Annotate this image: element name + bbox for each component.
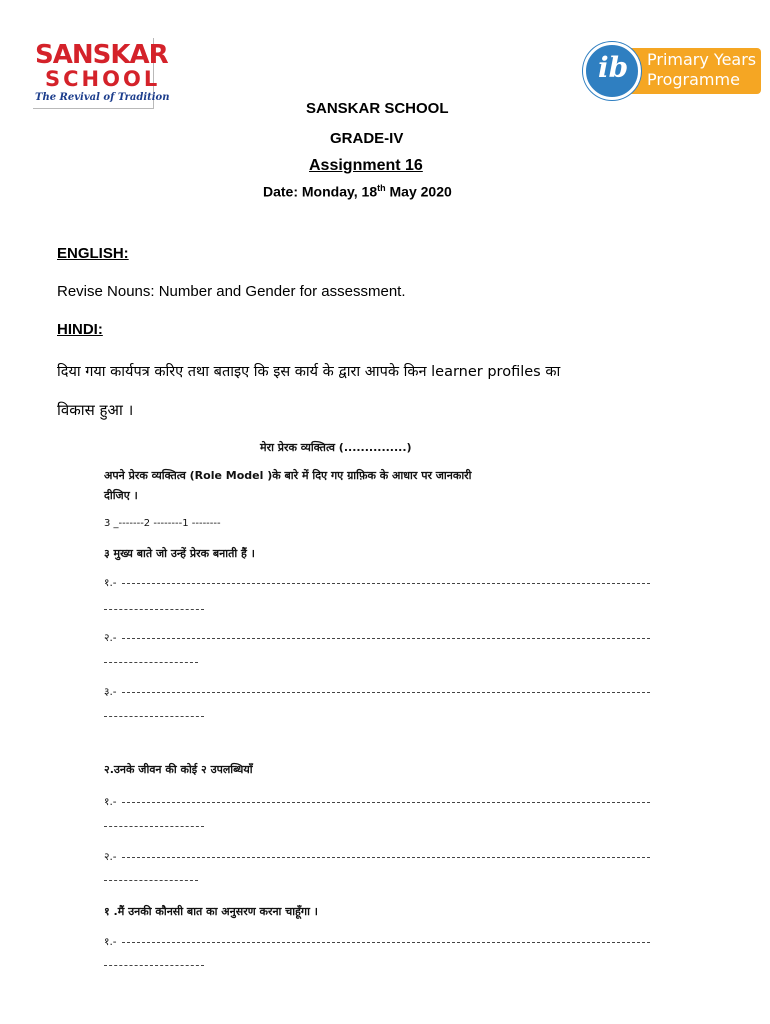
grade: GRADE-IV	[330, 130, 404, 147]
worksheet-intro-1: अपने प्रेरक व्यक्तित्व (Role Model )के बारे में दिए गए ग्राफ़िक के आधार पर जानकारी	[104, 469, 472, 482]
school-name: SANSKAR SCHOOL	[306, 100, 449, 117]
hindi-heading: HINDI:	[57, 321, 103, 338]
date-sup: th	[377, 183, 386, 193]
worksheet-intro-2: दीजिए ।	[104, 489, 138, 502]
school-logo	[33, 38, 170, 110]
question-2: २.उनके जीवन की कोई २ उपलब्धियाँ	[104, 763, 253, 776]
worksheet-title: मेरा प्रेरक व्यक्तित्व (...............)	[260, 441, 412, 454]
rating-scale: 3 _-------2 --------1 --------	[104, 518, 221, 529]
answer-line	[122, 802, 650, 803]
assignment-title: Assignment 16	[309, 157, 423, 174]
q2-item-2-number: २.-	[104, 851, 117, 863]
english-heading: ENGLISH:	[57, 245, 129, 262]
q3-item-1-number: १.-	[104, 936, 117, 948]
answer-line-continued	[104, 826, 204, 827]
school-logo-word-2: SCHOOL	[45, 67, 161, 91]
english-text: Revise Nouns: Number and Gender for assessment.	[57, 283, 406, 300]
date-suffix: May 2020	[385, 183, 452, 200]
date-prefix: Date: Monday, 18	[263, 183, 378, 200]
answer-line-continued	[104, 662, 198, 663]
hindi-line-1: दिया गया कार्यपत्र करिए तथा बताइए कि इस कार्य के द्वारा आपके किन learner profiles का	[57, 364, 561, 380]
question-3: १ .मैं उनकी कौनसी बात का अनुसरण करना चाहूँगा ।	[104, 905, 318, 918]
answer-line	[122, 583, 650, 584]
answer-line	[122, 692, 650, 693]
q1-item-3-number: ३.-	[104, 686, 117, 698]
answer-line-continued	[104, 609, 204, 610]
school-logo-tagline: The Revival of Tradition	[35, 92, 170, 103]
ib-pyp-logo	[583, 42, 763, 98]
answer-line-continued	[104, 716, 204, 717]
hindi-line-2: विकास हुआ ।	[57, 401, 134, 419]
q2-item-1-number: १.-	[104, 796, 117, 808]
question-1: ३ मुख्य बाते जो उन्हें प्रेरक बनाती हैं ।	[104, 547, 255, 560]
ib-logo-mark: ib	[598, 51, 629, 84]
q1-item-1-number: १.-	[104, 577, 117, 589]
ib-logo-circle	[583, 42, 641, 100]
school-logo-word-1: SANSKAR	[35, 40, 168, 70]
answer-line-continued	[104, 880, 198, 881]
answer-line	[122, 638, 650, 639]
date-line	[263, 183, 452, 200]
q1-item-2-number: २.-	[104, 632, 117, 644]
answer-line	[122, 857, 650, 858]
answer-line-continued	[104, 965, 204, 966]
answer-line	[122, 942, 650, 943]
ib-logo-line-1: Primary Years	[647, 50, 757, 69]
ib-logo-line-2: Programme	[647, 70, 740, 89]
